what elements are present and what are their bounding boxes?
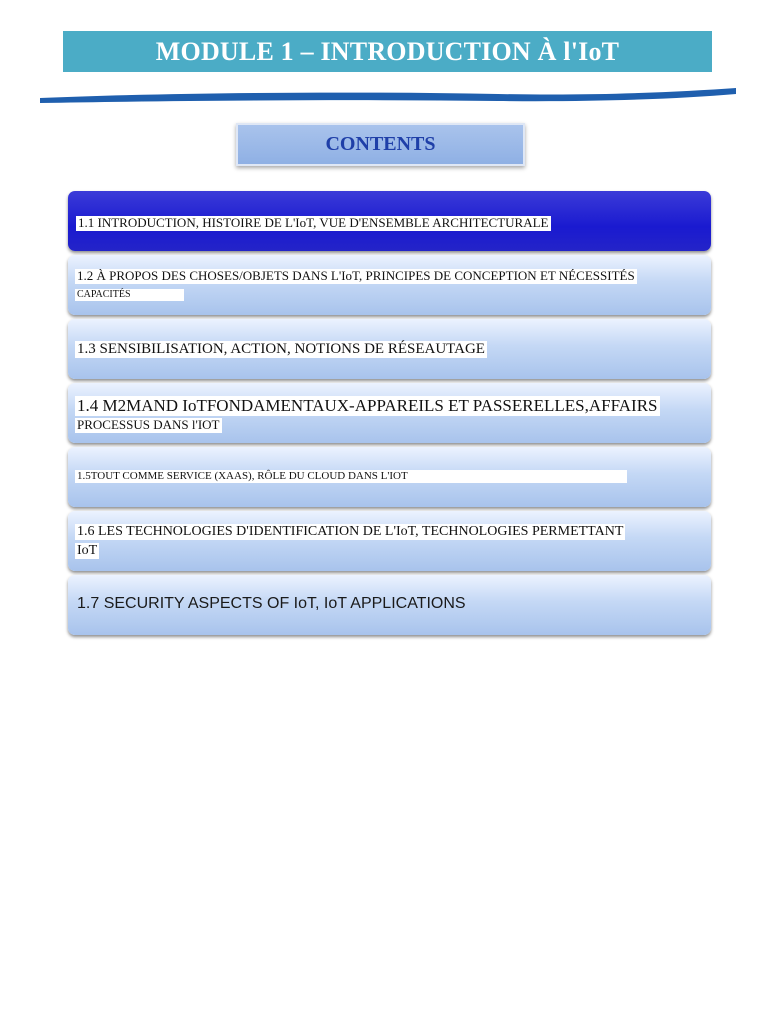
toc-item-label-continued: CAPACITÉS <box>75 289 184 301</box>
toc-item-label-continued: PROCESSUS DANS l'IOT <box>77 417 220 432</box>
toc-item-label: 1.5TOUT COMME SERVICE (XAAS), RÔLE DU CLOUD DANS L'IOT <box>75 470 627 483</box>
toc-item-1-7[interactable] <box>68 575 711 635</box>
toc-item-label: 1.7 SECURITY ASPECTS OF IoT, IoT APPLICATIONS <box>77 595 466 612</box>
brush-stroke-divider <box>38 84 738 108</box>
toc-item-1-6[interactable] <box>68 511 711 571</box>
module-title-banner <box>63 31 712 72</box>
toc-item-1-2[interactable] <box>68 255 711 315</box>
toc-item-1-5[interactable] <box>68 447 711 507</box>
toc-item-1-3[interactable] <box>68 319 711 379</box>
toc-item-label: 1.4 M2MAND IoTFONDAMENTAUX-APPAREILS ET PASSERELLES,AFFAIRS <box>77 396 658 415</box>
toc-item-1-1[interactable] <box>68 191 711 251</box>
toc-item-label: 1.2 À PROPOS DES CHOSES/OBJETS DANS L'IoT, PRINCIPES DE CONCEPTION ET NÉCESSITÉS <box>77 268 635 283</box>
toc-item-label-continued: IoT <box>77 543 98 558</box>
toc-item-label: 1.6 LES TECHNOLOGIES D'IDENTIFICATION DE L'IoT, TECHNOLOGIES PERMETTANT <box>77 524 624 539</box>
contents-heading-box <box>236 123 525 166</box>
toc-item-1-4[interactable] <box>68 383 711 443</box>
toc-item-label: 1.1 INTRODUCTION, HISTOIRE DE L'IoT, VUE D'ENSEMBLE ARCHITECTURALE <box>78 215 549 230</box>
toc-item-label: 1.3 SENSIBILISATION, ACTION, NOTIONS DE RÉSEAUTAGE <box>77 341 485 357</box>
contents-heading: CONTENTS <box>325 133 436 155</box>
module-title: MODULE 1 – INTRODUCTION À l'IoT <box>155 36 620 66</box>
table-of-contents <box>68 191 711 639</box>
